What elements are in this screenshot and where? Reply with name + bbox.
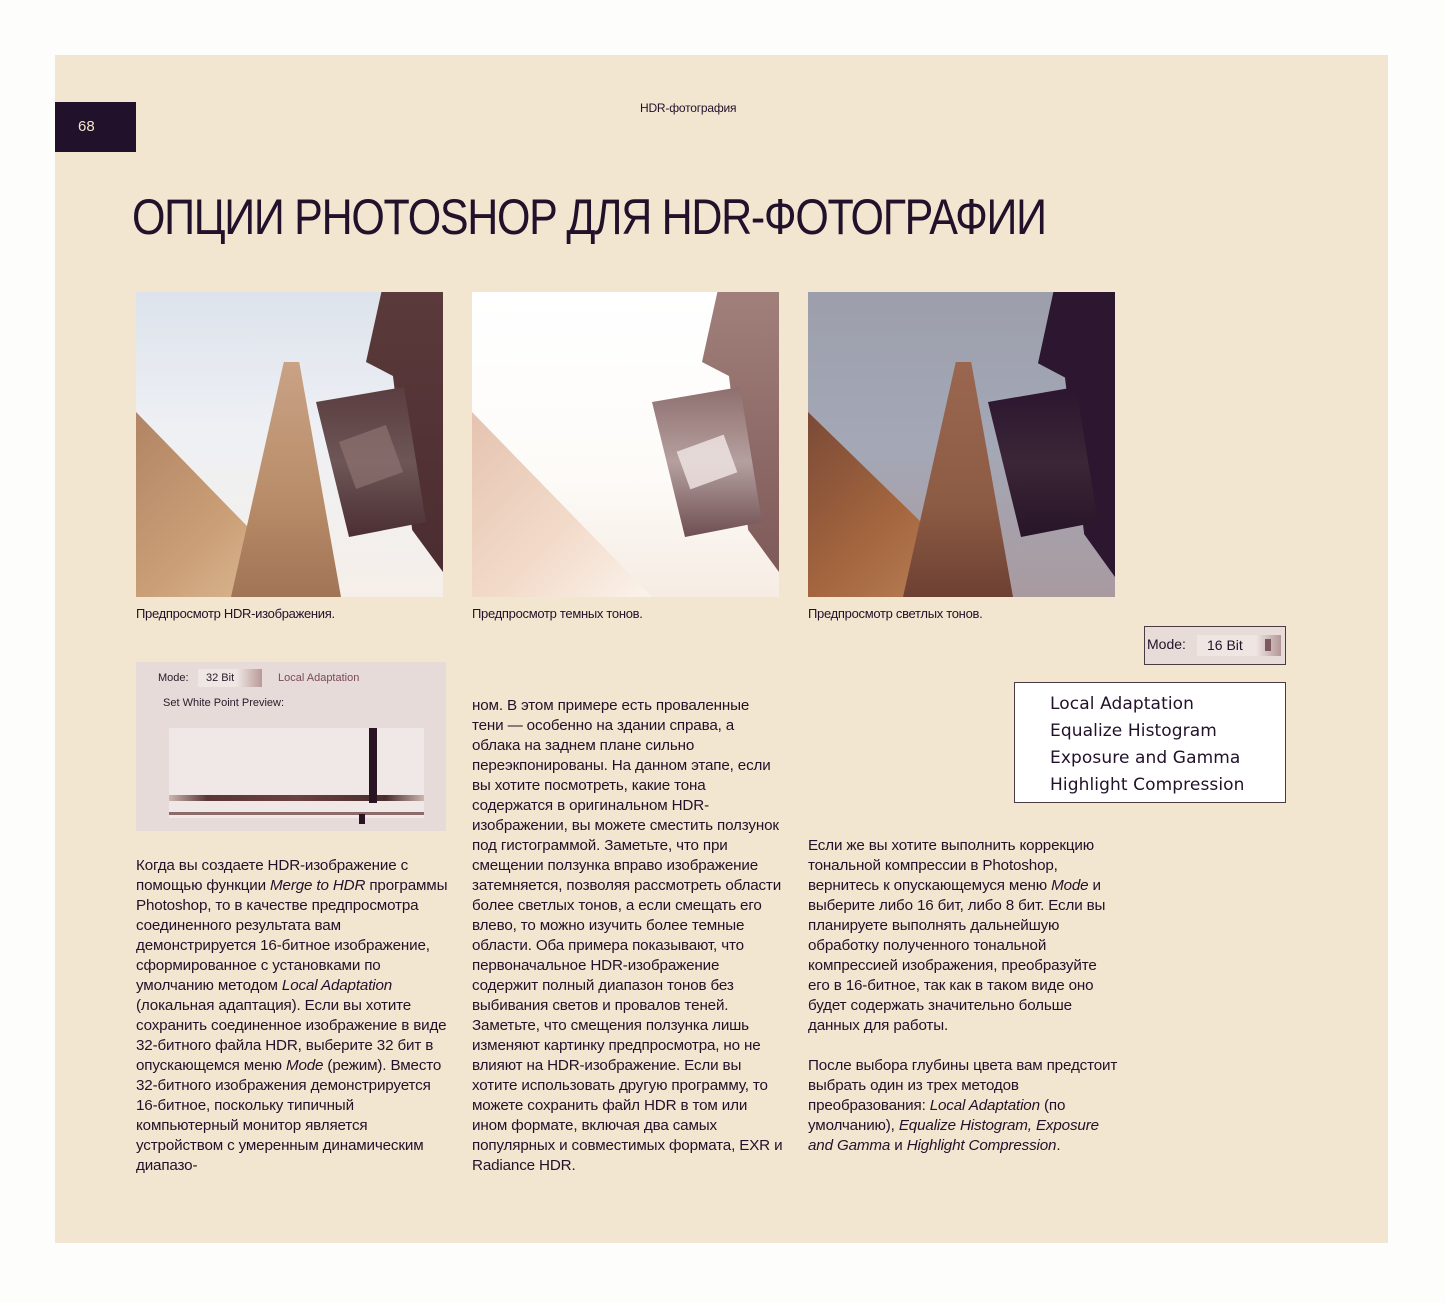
page-number: 68 — [55, 102, 136, 152]
body-column-middle — [472, 696, 784, 1196]
paragraph: После выбора глубины цвета вам предстоит выбрать один из трех методов преобразования: Local Adaptation (по умолчанию), Equalize Histogram, Exposure and Gamma и Highlight Compression. — [808, 1057, 1118, 1154]
white-point-label: Set White Point Preview: — [163, 697, 285, 709]
photo-caption-hdr: Предпросмотр HDR-изображения. — [136, 606, 335, 621]
photo-caption-dark: Предпросмотр темных тонов. — [472, 606, 643, 621]
histogram — [169, 728, 424, 818]
dropdown-arrow-icon — [1265, 639, 1271, 651]
light-tones-preview-photo — [808, 292, 1115, 597]
mode-select: 32 Bit — [198, 669, 262, 687]
mode-label: Mode: — [1147, 636, 1186, 652]
mode-value[interactable]: 16 Bit — [1197, 635, 1281, 656]
mode-label: Mode: — [158, 672, 189, 684]
menu-item-exposure-gamma[interactable]: Exposure and Gamma — [1050, 748, 1241, 768]
hdr-dialog-screenshot — [136, 662, 446, 831]
building-shape — [472, 412, 652, 597]
dark-tones-preview-photo — [472, 292, 779, 597]
histogram-curve — [169, 795, 424, 801]
hdr-preview-photo — [136, 292, 443, 597]
spire-shape — [903, 362, 1013, 597]
page-title: ОПЦИИ PHOTOSHOP ДЛЯ HDR-ФОТОГРАФИИ — [132, 189, 1046, 245]
body-column-right — [808, 836, 1120, 1176]
spire-shape — [231, 362, 341, 597]
paragraph: Если же вы хотите выполнить коррекцию тональной компрессии в Photoshop, вернитесь к опускающемуся меню Mode и выберите либо 16 бит, либо 8 бит. Если вы планируете выполнять дальнейшую обработку полученного тональной компрессией изображения, преобразуйте его в 16-битное, так как в таком виде оно будет содержать значительно больше данных для работы. — [808, 837, 1106, 1034]
photo-caption-light: Предпросмотр светлых тонов. — [808, 606, 983, 621]
paragraph: Когда вы создаете HDR-изображение с помощью функции Merge to HDR программы Photoshop, то в качестве предпросмотра соединенного результата вам демонстрируется 16-битное изображение, сформированное с установками по умолчанию методом Local Adaptation (локальная адаптация). Если вы хотите сохранить соединенное изображение в виде 32-битного файла HDR, выберите 32 бит в опускающемся меню Mode (режим). Вместо 32-битного изображения демонстрируется 16-битное, поскольку типичный компьютерный монитор является устройством с умеренным динамическим диапазо- — [136, 857, 448, 1174]
menu-item-equalize-histogram[interactable]: Equalize Histogram — [1050, 721, 1217, 741]
body-column-left — [136, 856, 448, 1196]
method-select: Local Adaptation — [278, 672, 360, 684]
tone-mapping-method-menu[interactable] — [1014, 682, 1286, 803]
slider-track — [169, 812, 424, 815]
histogram-spike — [369, 728, 377, 803]
mode-dropdown[interactable] — [1144, 626, 1286, 665]
slider-thumb — [359, 814, 365, 824]
running-head: HDR-фотография — [640, 101, 737, 115]
menu-item-local-adaptation[interactable]: Local Adaptation — [1050, 694, 1195, 714]
paragraph: ном. В этом примере есть проваленные тени — особенно на здании справа, а облака на заднем плане сильно переэкпонированы. На данном этапе, если вы хотите посмотреть, какие тона содержатся в оригинальном HDR-изображении, вы можете сместить ползунок под гистограммой. Заметьте, что при смещении ползунка вправо изображение затемняется, позволяя рассмотреть области более светлых тонов, а если смещать его влево, то можно изучить более темные области. Оба примера показывают, что первоначальное HDR-изображение содержит полный диапазон тонов без выбивания светов и провалов теней. Заметьте, что смещения ползунка лишь изменяют картинку предпросмотра, но не влияют на HDR-изображение. Если вы хотите использовать другую программу, то можете сохранить файл HDR в том или ином формате, включая два самых популярных и совместимых формата, EXR и Radiance HDR. — [472, 697, 783, 1174]
menu-item-highlight-compression[interactable]: Highlight Compression — [1050, 775, 1245, 795]
